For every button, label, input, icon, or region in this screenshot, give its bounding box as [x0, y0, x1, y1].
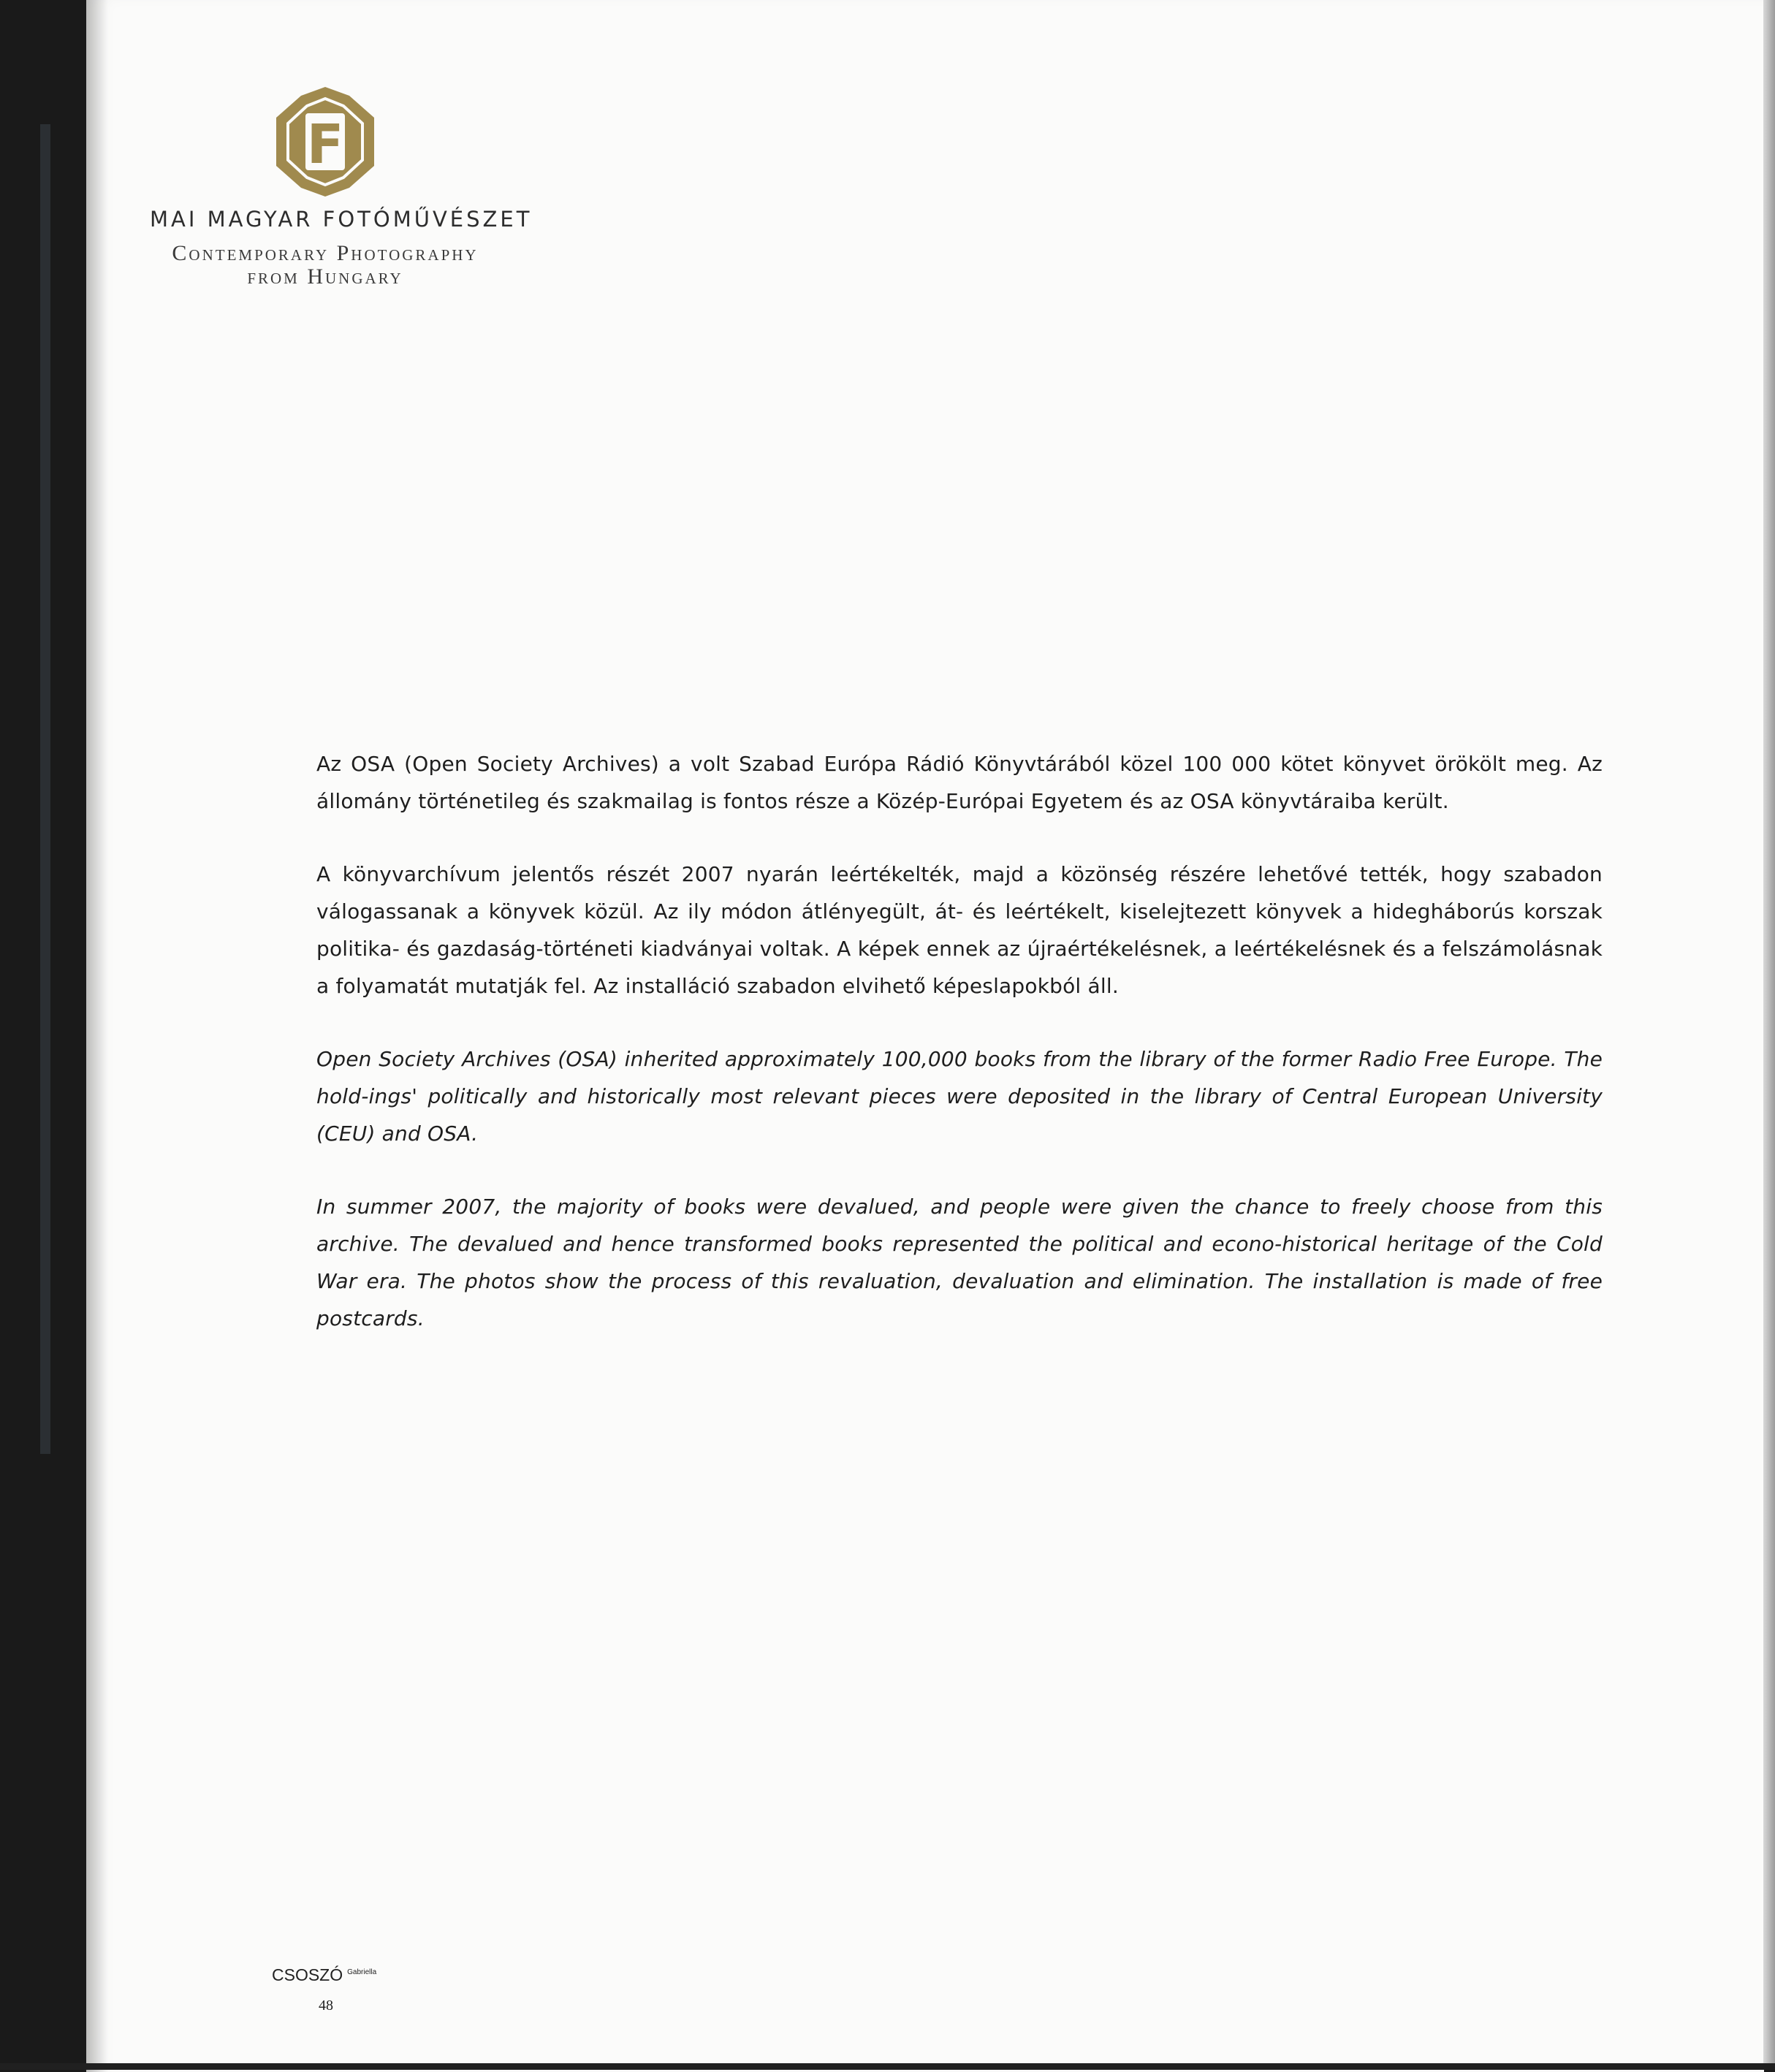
series-subtitle-line1: Contemporary Photography: [172, 241, 479, 265]
hexagon-f-logo-icon: [267, 84, 383, 199]
hungarian-paragraph-2: A könyvarchívum jelentős részét 2007 nyarán leértékelték, majd a közönség részére lehetővé tették, hogy szabadon válogassanak a könyvek közül. Az ily módon átlényegült, át- és leértékelt, kiselejtezett könyvek a hidegháborús korszak politika- és gazdaság-történeti kiadványai voltak. A képek ennek az újraértékelésnek, a leértékelésnek és a felszámolásnak a folyamatát mutatják fel. Az installáció szabadon elvihető képeslapokból áll.: [316, 862, 1603, 998]
series-subtitle-line2: from Hungary: [247, 264, 403, 289]
hungarian-paragraph-1: Az OSA (Open Society Archives) a volt Szabad Európa Rádió Könyvtárából közel 100 000 kötet könyvet örökölt meg. Az állomány történetileg és szakmailag is fontos része a Közép-Európai Egyetem és az OSA könyvtáraiba került.: [316, 752, 1603, 813]
logo-letter: F: [306, 113, 344, 176]
series-title: MAI MAGYAR FOTÓMŰVÉSZET: [150, 207, 533, 232]
author-first-name: Gabriella: [347, 1968, 377, 1977]
page-right-edge: [1763, 0, 1775, 2070]
author-name: [272, 1965, 376, 1985]
spine-shadow: [86, 0, 108, 2072]
author-last-name: CSOSZÓ: [272, 1965, 343, 1984]
artist-statement: [316, 745, 1603, 1373]
spine-strip: [40, 124, 50, 1454]
english-paragraph-1: Open Society Archives (OSA) inherited approximately 100,000 books from the library of the former Radio Free Europe. The hold-ings' politically and historically most relevant pieces were deposited in the library of Central European University (CEU) and OSA.: [316, 1047, 1603, 1146]
page-bottom-edge: [0, 2063, 1775, 2070]
page-number: 48: [319, 1997, 333, 2014]
english-paragraph-2: In summer 2007, the majority of books were devalued, and people were given the chance to freely choose from this archive. The devalued and hence transformed books represented the political and econo-historical heritage of the Cold War era. The photos show the process of this revaluation, devaluation and elimination. The installation is made of free postcards.: [316, 1195, 1603, 1330]
